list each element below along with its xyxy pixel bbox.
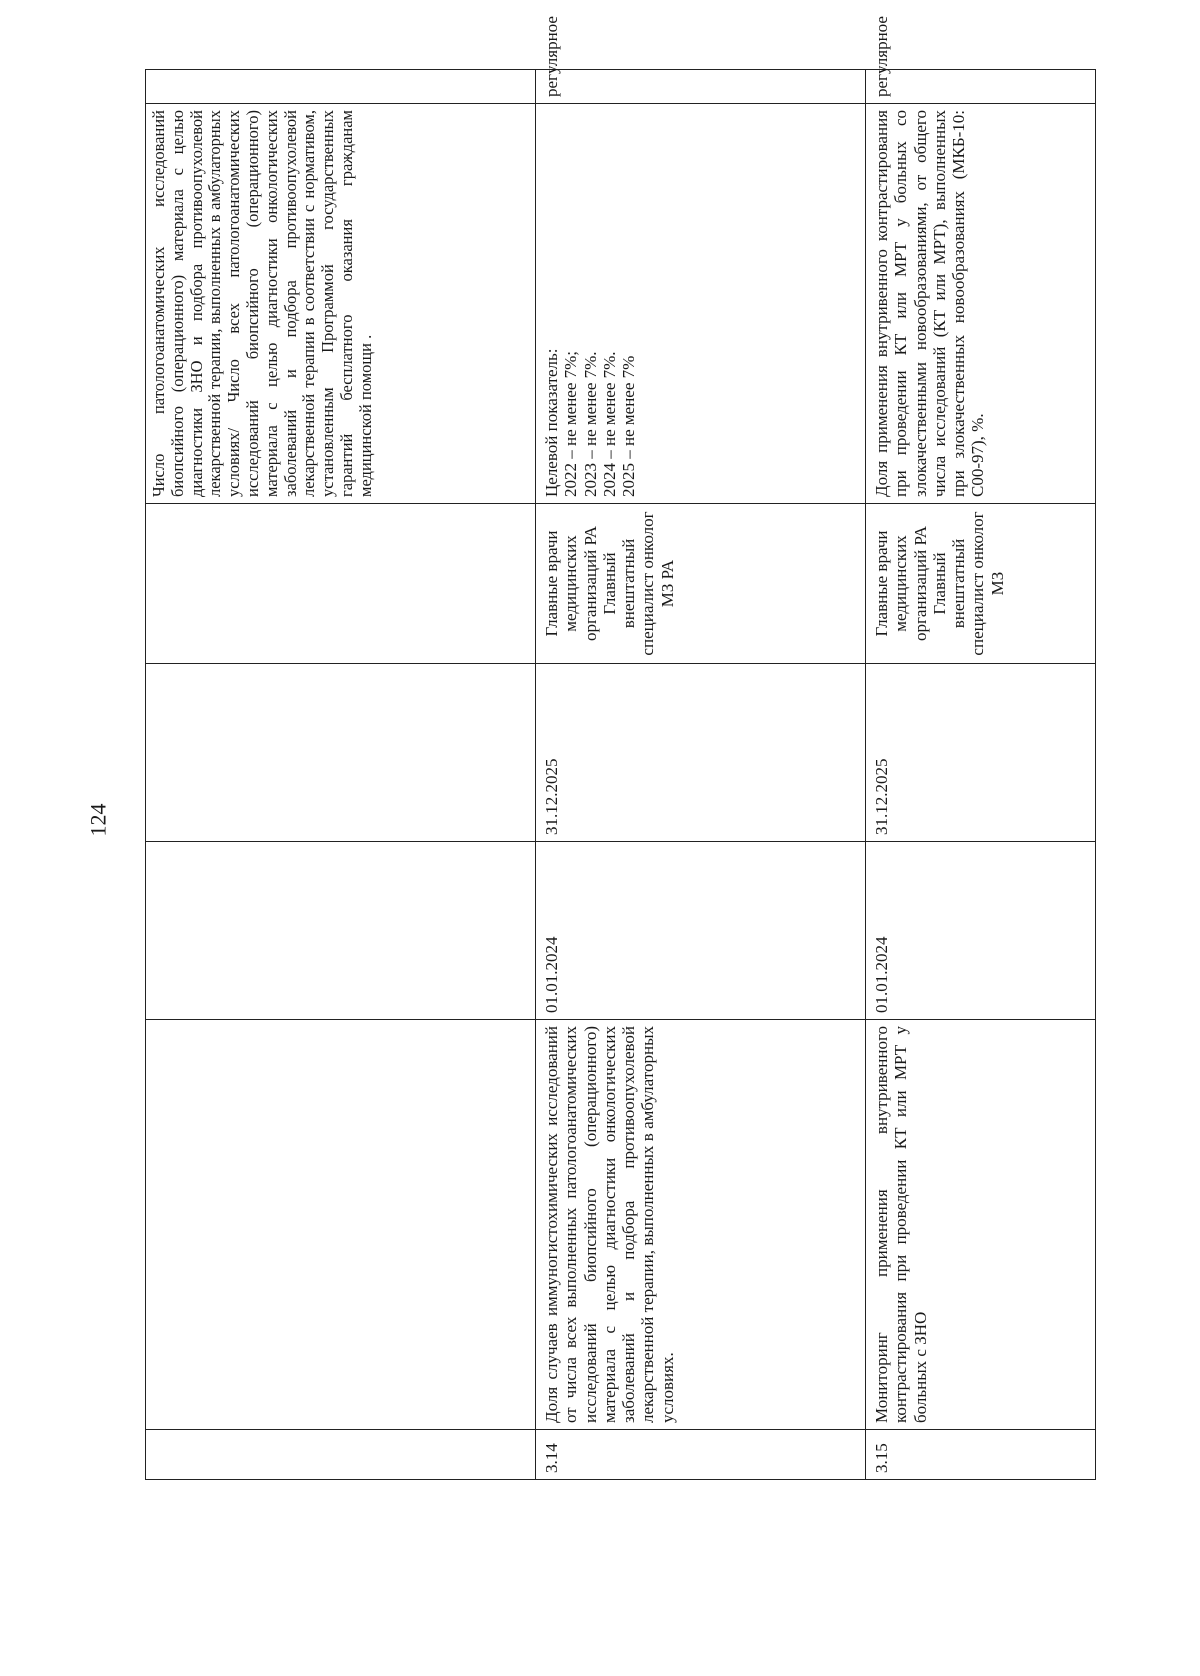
responsible-cell — [146, 504, 536, 664]
end-date-cell: 31.12.2025 — [866, 664, 1096, 842]
responsible-cell: Главные врачи медицинских организаций РА Главный внештатный специалист онколог МЗ — [866, 504, 1096, 664]
table-row — [866, 70, 1096, 1480]
start-date-cell: 01.01.2024 — [536, 842, 866, 1020]
end-date-cell: 31.12.2025 — [536, 664, 866, 842]
end-date-cell — [146, 664, 536, 842]
table-row — [536, 70, 866, 1480]
rotated-page-frame — [145, 16, 1095, 1480]
activities-table — [145, 16, 1096, 1480]
responsible-cell: Главные врачи медицинских организаций РА Главный внештатный специалист онколог МЗ РА — [536, 504, 866, 664]
frequency-cell: регулярное — [866, 70, 1096, 104]
table-row — [146, 70, 536, 1480]
indicator-cell: Целевой показатель: 2022 – не менее 7%; 2023 – не менее 7%. 2024 – не менее 7%. 2025 – не менее 7% — [536, 104, 866, 504]
frequency-cell — [146, 70, 536, 104]
row-number-cell: 3.14 — [536, 1430, 866, 1480]
start-date-cell: 01.01.2024 — [866, 842, 1096, 1020]
activity-name-cell: Мониторинг применения внутривенного контрастирования при проведении КТ или МРТ у больных с ЗНО — [866, 1020, 1096, 1430]
document-sheet — [145, 16, 1095, 1480]
start-date-cell — [146, 842, 536, 1020]
activity-name-cell: Доля случаев иммуногистохимических исследований от числа всех выполненных патологоанатомических исследований биопсийного (операционного) материала с целью диагностики онкологических заболеваний и подбора противоопухолевой лекарственной терапии, выполненных в амбулаторных условиях. — [536, 1020, 866, 1430]
page-number: 124 — [85, 803, 110, 837]
row-number-cell — [146, 1430, 536, 1480]
frequency-cell: регулярное — [536, 70, 866, 104]
indicator-cell: Доля применения внутривенного контрастирования при проведении КТ или МРТ у больных со злокачественными новообразованиями, от общего числа исследований (КТ или МРТ), выполненных при злокачественных новообразованиях (МКБ-10: С00-97), %. — [866, 104, 1096, 504]
activity-name-cell — [146, 1020, 536, 1430]
row-number-cell: 3.15 — [866, 1430, 1096, 1480]
indicator-cell: Число патологоанатомических исследований биопсийного (операционного) материала с целью диагностики ЗНО и подбора противоопухолевой лекарственной терапии, выполненных в амбулаторных условиях/ Число всех патологоанатомических исследований биопсийного (операционного) материала с целью диагностики онкологических заболеваний и подбора противоопухолевой лекарственной терапии в соответствии с нормативом, установленным Программой государственных гарантий бесплатного оказания гражданам медицинской помощи . — [146, 104, 536, 504]
